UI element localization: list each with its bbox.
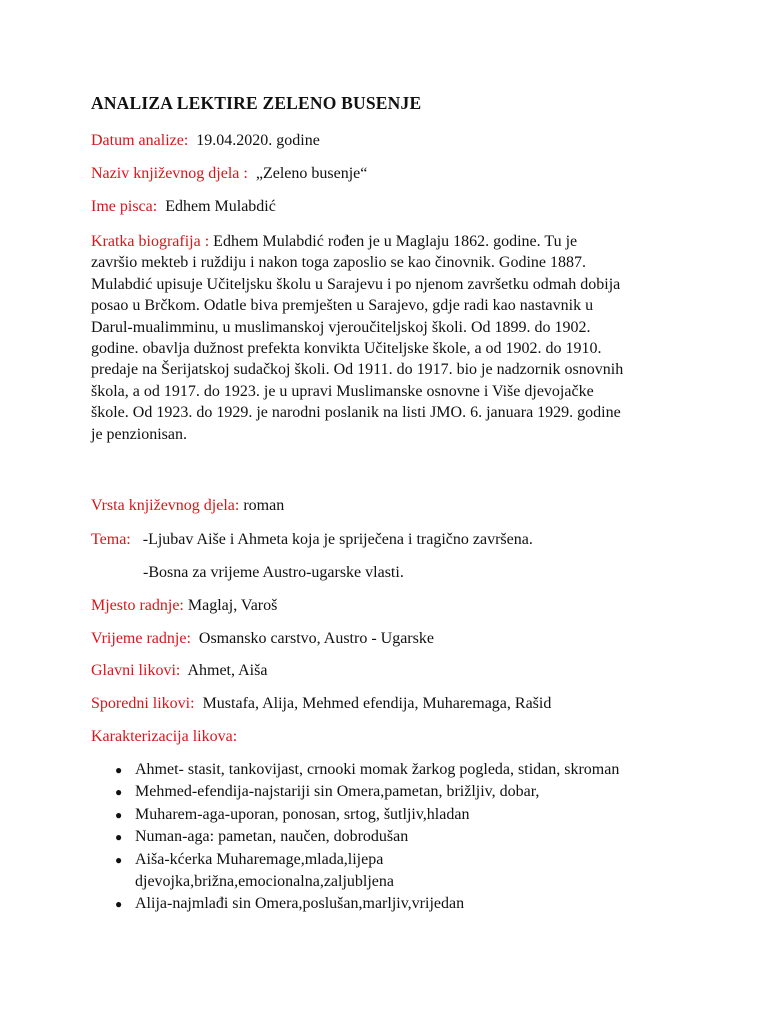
biography-line-10: je penzionisan. bbox=[91, 425, 187, 443]
field-label: Mjesto radnje: bbox=[91, 597, 184, 614]
biography-line-2: završio mekteb i ruždiju i nakon toga zaposlio se kao činovnik. Godine 1887. bbox=[91, 254, 586, 272]
document-title: ANALIZA LEKTIRE ZELENO BUSENJE bbox=[91, 93, 422, 113]
field-label: Glavni likovi: bbox=[91, 662, 181, 679]
field-naziv bbox=[91, 164, 367, 184]
bullet-icon: ● bbox=[115, 852, 123, 867]
field-pisac bbox=[91, 197, 276, 217]
field-value: Edhem Mulabdić bbox=[165, 198, 276, 215]
character-traits-list bbox=[91, 759, 711, 916]
field-vrijeme bbox=[91, 629, 434, 649]
biography-line-7: predaje na Šerijatskoj sudačkoj školi. Od 1911. do 1917. bio je nadzornik osnovnih bbox=[91, 361, 624, 379]
field-value: Ahmet, Aiša bbox=[187, 662, 268, 679]
biography-line-6: godine. obavlja dužnost prefekta konvikta Učiteljske škole, a od 1902. do 1910. bbox=[91, 340, 602, 358]
field-karakterizacija bbox=[91, 727, 237, 747]
field-value: Maglaj, Varoš bbox=[187, 597, 278, 614]
list-item: ● Numan-aga: pametan, naučen, dobrodušan bbox=[91, 826, 711, 848]
biography-line-3: Mulabdić upisuje Učiteljsku školu u Sarajevu i po njenom završetku odmah dobija bbox=[91, 275, 621, 293]
field-label: Ime pisca: bbox=[91, 198, 158, 215]
bullet-icon: ● bbox=[115, 897, 123, 912]
list-item: ● Muharem-aga-uporan, ponosan, srtog, šutljiv,hladan bbox=[91, 804, 711, 826]
field-label: Tema: bbox=[91, 531, 131, 548]
field-label: Kratka biografija : bbox=[91, 233, 210, 250]
biography-line-4: posao u Brčkom. Odatle biva premješten u Sarajevo, gdje radi kao nastavnik u bbox=[91, 297, 594, 315]
field-label: Karakterizacija likova: bbox=[91, 728, 238, 745]
field-glavni-likovi bbox=[91, 661, 267, 681]
biography-line-1: Kratka biografija : Edhem Mulabdić rođen je u Maglaju 1862. godine. Tu je bbox=[91, 233, 578, 250]
list-item: ● Alija-najmlađi sin Omera,poslušan,marljiv,vrijedan bbox=[91, 893, 711, 915]
field-label: Datum analize: bbox=[91, 132, 189, 149]
field-label: Vrijeme radnje: bbox=[91, 630, 191, 647]
field-tema bbox=[91, 530, 533, 550]
field-datum bbox=[91, 131, 320, 151]
field-value: Osmansko carstvo, Austro - Ugarske bbox=[198, 630, 434, 647]
field-label: Sporedni likovi: bbox=[91, 695, 195, 712]
list-item: ● Ahmet- stasit, tankovijast, crnooki momak žarkog pogleda, stidan, skroman bbox=[91, 759, 711, 781]
field-value: -Ljubav Aiše i Ahmeta koja je spriječena i tragično završena. bbox=[142, 531, 533, 548]
biography-paragraph bbox=[91, 231, 681, 445]
field-value: roman bbox=[243, 497, 285, 514]
field-vrsta bbox=[91, 496, 284, 516]
list-item: ● Aiša-kćerka Muharemage,mlada,lijepa djevojka,brižna,emocionalna,zaljubljena bbox=[115, 850, 394, 891]
field-sporedni-likovi bbox=[91, 694, 551, 714]
field-mjesto bbox=[91, 596, 277, 616]
biography-line-5: Darul-mualimminu, u muslimanskoj vjeroučiteljskoj školi. Od 1899. do 1902. bbox=[91, 318, 591, 336]
field-label: Vrsta književnog djela: bbox=[91, 497, 240, 514]
bullet-icon: ● bbox=[115, 785, 123, 800]
field-value: Mustafa, Alija, Mehmed efendija, Muharemaga, Rašid bbox=[202, 695, 552, 712]
list-item: ● Mehmed-efendija-najstariji sin Omera,pametan, brižljiv, dobar, bbox=[91, 781, 711, 803]
field-value: 19.04.2020. godine bbox=[196, 132, 320, 149]
bullet-icon: ● bbox=[115, 807, 123, 822]
bullet-icon: ● bbox=[115, 763, 123, 777]
biography-line-9: škole. Od 1923. do 1929. je narodni poslanik na listi JMO. 6. januara 1929. godine bbox=[91, 404, 621, 422]
field-tema-line-2: -Bosna za vrijeme Austro-ugarske vlasti. bbox=[143, 564, 404, 581]
field-label: Naziv književnog djela : bbox=[91, 165, 248, 182]
field-value: „Zeleno busenje“ bbox=[255, 165, 368, 182]
biography-line-8: škola, a od 1917. do 1923. je u upravi Muslimanske osnovne i Više djevojačke bbox=[91, 382, 594, 400]
bullet-icon: ● bbox=[115, 830, 123, 845]
